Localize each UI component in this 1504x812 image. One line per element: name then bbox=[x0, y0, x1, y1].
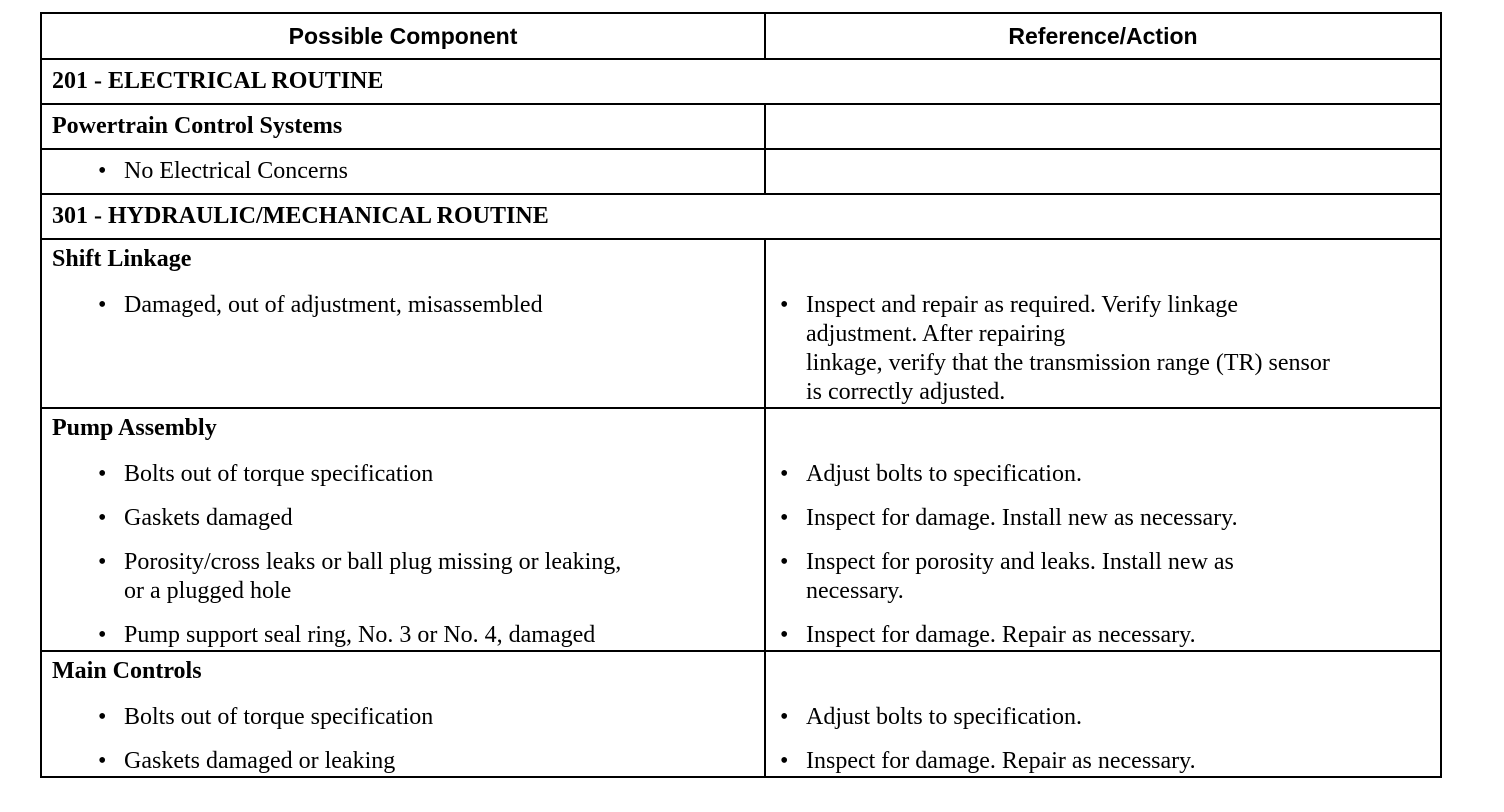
bullet-icon: • bbox=[98, 158, 107, 184]
action-text: Inspect for damage. Install new as necessary. bbox=[806, 505, 1238, 531]
bullet-icon: • bbox=[98, 461, 107, 487]
group-powertrain bbox=[41, 104, 765, 149]
component-text: No Electrical Concerns bbox=[124, 158, 348, 184]
empty-cell bbox=[765, 104, 1441, 149]
action-text: Inspect for damage. Repair as necessary. bbox=[806, 748, 1196, 774]
group-pump-assembly bbox=[41, 408, 765, 651]
group-title: Powertrain Control Systems bbox=[52, 113, 343, 139]
section-electrical-routine bbox=[41, 59, 1441, 104]
shift-linkage-action bbox=[765, 239, 1441, 408]
component-text: Gaskets damaged or leaking bbox=[124, 748, 396, 774]
list-item bbox=[780, 548, 1440, 606]
list-item bbox=[780, 621, 1440, 650]
list-item bbox=[98, 504, 764, 533]
component-line: or a plugged hole bbox=[124, 578, 292, 604]
component-text: Bolts out of torque specification bbox=[124, 461, 434, 487]
group-title: Shift Linkage bbox=[52, 246, 192, 272]
action-line: Inspect for porosity and leaks. Install new as bbox=[806, 549, 1234, 575]
diagnostic-table bbox=[40, 12, 1442, 778]
list-item bbox=[98, 460, 764, 489]
bullet-icon: • bbox=[98, 505, 107, 531]
section-title: 201 - ELECTRICAL ROUTINE bbox=[52, 68, 384, 94]
component-line: Porosity/cross leaks or ball plug missing or leaking, bbox=[124, 549, 622, 575]
bullet-icon: • bbox=[780, 748, 789, 774]
list-item bbox=[98, 621, 764, 650]
bullet-icon: • bbox=[780, 549, 789, 575]
list-item bbox=[780, 747, 1440, 776]
list-item bbox=[780, 703, 1440, 732]
group-title: Pump Assembly bbox=[52, 415, 217, 441]
list-item bbox=[98, 747, 764, 776]
action-text: Adjust bolts to specification. bbox=[806, 461, 1082, 487]
action-text: Adjust bolts to specification. bbox=[806, 704, 1082, 730]
action-line: adjustment. After repairing bbox=[806, 321, 1066, 347]
action-line: Inspect and repair as required. Verify linkage bbox=[806, 292, 1239, 318]
list-item bbox=[780, 460, 1440, 489]
bullet-icon: • bbox=[780, 505, 789, 531]
list-item bbox=[98, 548, 764, 606]
group-main-controls bbox=[41, 651, 765, 777]
empty-cell bbox=[765, 149, 1441, 194]
component-text: Pump support seal ring, No. 3 or No. 4, damaged bbox=[124, 622, 596, 648]
bullet-icon: • bbox=[780, 704, 789, 730]
action-line: necessary. bbox=[806, 578, 904, 604]
list-item bbox=[780, 504, 1440, 533]
header-possible-component: Possible Component bbox=[41, 13, 765, 59]
bullet-icon: • bbox=[98, 704, 107, 730]
list-item bbox=[98, 703, 764, 732]
bullet-icon: • bbox=[780, 622, 789, 648]
section-title: 301 - HYDRAULIC/MECHANICAL ROUTINE bbox=[52, 203, 549, 229]
bullet-icon: • bbox=[98, 748, 107, 774]
bullet-icon: • bbox=[780, 461, 789, 487]
header-reference-action: Reference/Action bbox=[765, 13, 1441, 59]
group-title: Main Controls bbox=[52, 658, 202, 684]
main-controls-actions bbox=[765, 651, 1441, 777]
bullet-icon: • bbox=[98, 292, 107, 318]
action-line: linkage, verify that the transmission range (TR) sensor bbox=[806, 350, 1330, 376]
component-text: Bolts out of torque specification bbox=[124, 704, 434, 730]
action-text: Inspect for damage. Repair as necessary. bbox=[806, 622, 1196, 648]
bullet-icon: • bbox=[780, 292, 789, 318]
action-line: is correctly adjusted. bbox=[806, 379, 1006, 405]
bullet-icon: • bbox=[98, 549, 107, 575]
component-text: Damaged, out of adjustment, misassembled bbox=[124, 292, 543, 318]
powertrain-item bbox=[41, 149, 765, 194]
pump-assembly-actions bbox=[765, 408, 1441, 651]
component-text: Gaskets damaged bbox=[124, 505, 293, 531]
section-hydraulic-routine bbox=[41, 194, 1441, 239]
group-shift-linkage bbox=[41, 239, 765, 408]
bullet-icon: • bbox=[98, 622, 107, 648]
